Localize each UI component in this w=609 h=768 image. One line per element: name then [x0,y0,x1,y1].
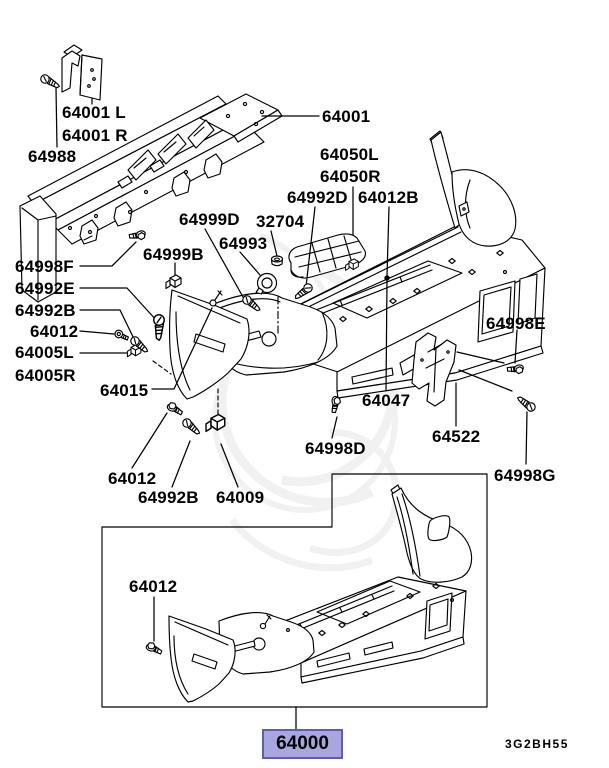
screw-64992B-lower-icon [181,417,203,435]
part-label-64015: 64015 [100,381,149,400]
part-label-64999B: 64999B [143,245,204,264]
selected-part-badge[interactable] [262,729,343,759]
part-label-64992B-lower: 64992B [138,488,199,507]
part-label-64992B: 64992B [15,301,76,320]
screw-64992E-icon [152,314,167,341]
cap-32704-icon [272,256,283,266]
bolt-64012-lower-icon [166,401,184,415]
part-label-64012B: 64012B [358,188,419,207]
part-label-64988: 64988 [28,147,77,166]
part-label-64998F: 64998F [15,257,74,276]
part-label-64001L: 64001 L [62,103,126,122]
part-label-64993: 64993 [219,234,268,253]
part-label-64005R: 64005R [15,366,76,385]
part-label-64001: 64001 [322,107,371,126]
part-label-64050L: 64050L [320,145,379,164]
part-label-64050R: 64050R [320,167,381,186]
part-label-32704: 32704 [256,212,305,231]
bolt-64998E-icon [507,364,525,377]
part-label-64998D: 64998D [305,439,366,458]
diagram-code: 3G2BH55 [505,737,569,751]
grommet-64993-icon [256,274,277,295]
screw-64998G-icon [515,396,537,413]
bolt-64998F-icon [129,229,147,243]
part-label-64992D: 64992D [287,188,348,207]
part-label-64005L: 64005L [15,343,74,362]
step-pad-drawing [289,234,365,278]
part-label-64998G: 64998G [494,466,556,485]
part-label-64047: 64047 [362,391,411,410]
part-label-64522: 64522 [432,427,481,446]
bolt-64998D-icon [332,396,341,412]
part-label-64009: 64009 [216,488,265,507]
part-label-64998E: 64998E [486,314,546,333]
part-label-64012-box: 64012 [129,577,178,596]
part-label-64001R: 64001 R [62,126,128,145]
part-label-64012-left: 64012 [30,322,79,341]
part-label-64012-lower: 64012 [108,469,157,488]
screw-64988-icon [40,74,62,89]
bumper-corner-extension-drawing [430,131,516,246]
selected-part-number: 64000 [276,733,329,754]
part-label-64999D: 64999D [179,210,240,229]
clip-64999B-icon [166,275,181,289]
bolt-64012-box-icon [145,642,163,655]
part-label-64992E: 64992E [15,279,75,298]
bracket-64001-drawing [62,45,102,100]
plug-64012-icon [114,329,129,340]
